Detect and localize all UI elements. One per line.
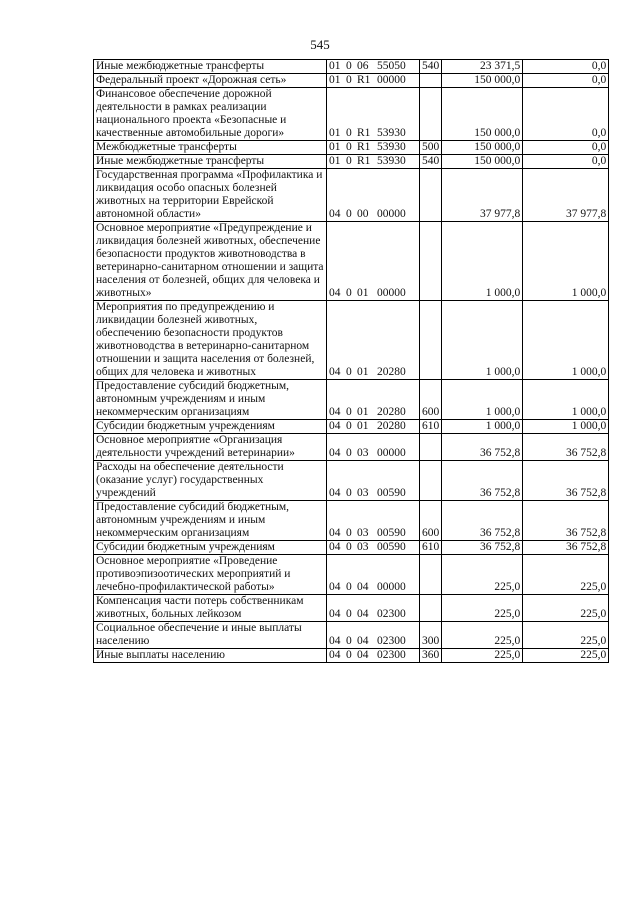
- code-part-c4: 20280: [377, 366, 406, 378]
- amount-year1-cell: 23 371,5: [442, 60, 523, 74]
- amount-year1-cell: 1 000,0: [442, 222, 523, 301]
- expense-name-cell: Федеральный проект «Дорожная сеть»: [94, 74, 327, 88]
- code-part-c4: 00000: [377, 287, 406, 299]
- expense-name-cell: Иные межбюджетные трансферты: [94, 60, 327, 74]
- target-article-code-cell: [327, 541, 420, 555]
- code-part-c2: 0: [346, 208, 352, 220]
- code-part-c3: R1: [357, 74, 371, 86]
- code-part-c4: 00000: [377, 581, 406, 593]
- code-part-c1: 01: [329, 155, 341, 167]
- table-row: [94, 501, 609, 541]
- table-row: [94, 622, 609, 649]
- expense-type-cell: 610: [420, 541, 442, 555]
- expense-type-cell: 540: [420, 60, 442, 74]
- expense-name-cell: Государственная программа «Профилактика и ликвидация особо опасных болезней животных на территории Еврейской автономной области»: [94, 169, 327, 222]
- amount-year2-cell: 1 000,0: [523, 301, 609, 380]
- amount-year2-cell: 0,0: [523, 141, 609, 155]
- table-row: [94, 380, 609, 420]
- code-part-c3: 01: [357, 420, 369, 432]
- target-article-code-cell: [327, 380, 420, 420]
- code-part-c1: 04: [329, 420, 341, 432]
- target-article-code-cell: [327, 141, 420, 155]
- code-part-c2: 0: [346, 608, 352, 620]
- expense-type-cell: 610: [420, 420, 442, 434]
- expense-name-cell: Расходы на обеспечение деятельности (оказание услуг) государственных учреждений: [94, 461, 327, 501]
- table-row: [94, 649, 609, 663]
- amount-year1-cell: 36 752,8: [442, 501, 523, 541]
- table-row: [94, 88, 609, 141]
- expense-type-cell: [420, 74, 442, 88]
- amount-year1-cell: 225,0: [442, 622, 523, 649]
- page-number: 545: [310, 37, 330, 52]
- target-article-code-cell: [327, 420, 420, 434]
- target-article-code-cell: [327, 60, 420, 74]
- code-part-c1: 04: [329, 635, 341, 647]
- expense-name-cell: Мероприятия по предупреждению и ликвидации болезней животных, обеспечению безопасности продуктов животноводства в ветеринарно-санитарном отношении и защита населения от болезней, общих для человека и животных: [94, 301, 327, 380]
- expense-name-cell: Социальное обеспечение и иные выплаты населению: [94, 622, 327, 649]
- code-part-c3: 01: [357, 287, 369, 299]
- amount-year2-cell: 36 752,8: [523, 461, 609, 501]
- code-part-c2: 0: [346, 527, 352, 539]
- table-row: [94, 541, 609, 555]
- code-part-c2: 0: [346, 581, 352, 593]
- expense-type-cell: 500: [420, 141, 442, 155]
- amount-year1-cell: 225,0: [442, 555, 523, 595]
- target-article-code-cell: [327, 88, 420, 141]
- amount-year1-cell: 36 752,8: [442, 434, 523, 461]
- expense-type-cell: [420, 461, 442, 501]
- code-part-c1: 01: [329, 127, 341, 139]
- amount-year1-cell: 1 000,0: [442, 380, 523, 420]
- amount-year2-cell: 0,0: [523, 74, 609, 88]
- code-part-c3: 03: [357, 527, 369, 539]
- expense-type-cell: 600: [420, 501, 442, 541]
- amount-year1-cell: 1 000,0: [442, 301, 523, 380]
- code-part-c2: 0: [346, 447, 352, 459]
- target-article-code-cell: [327, 649, 420, 663]
- code-part-c2: 0: [346, 287, 352, 299]
- expense-name-cell: Основное мероприятие «Проведение противоэпизоотических мероприятий и лечебно-профилактической работы»: [94, 555, 327, 595]
- amount-year1-cell: 150 000,0: [442, 141, 523, 155]
- table-row: [94, 301, 609, 380]
- code-part-c1: 04: [329, 581, 341, 593]
- code-part-c2: 0: [346, 155, 352, 167]
- amount-year1-cell: 150 000,0: [442, 155, 523, 169]
- code-part-c3: 04: [357, 635, 369, 647]
- code-part-c2: 0: [346, 366, 352, 378]
- expense-type-cell: 300: [420, 622, 442, 649]
- amount-year2-cell: 0,0: [523, 88, 609, 141]
- amount-year2-cell: 1 000,0: [523, 380, 609, 420]
- code-part-c3: 03: [357, 541, 369, 553]
- code-part-c1: 04: [329, 487, 341, 499]
- code-part-c1: 04: [329, 608, 341, 620]
- code-part-c2: 0: [346, 635, 352, 647]
- code-part-c2: 0: [346, 127, 352, 139]
- expense-name-cell: Компенсация части потерь собственникам животных, больных лейкозом: [94, 595, 327, 622]
- code-part-c1: 04: [329, 406, 341, 418]
- code-part-c4: 02300: [377, 635, 406, 647]
- code-part-c1: 04: [329, 208, 341, 220]
- code-part-c4: 00000: [377, 447, 406, 459]
- target-article-code-cell: [327, 74, 420, 88]
- table-row: [94, 141, 609, 155]
- code-part-c4: 00590: [377, 527, 406, 539]
- code-part-c4: 02300: [377, 608, 406, 620]
- amount-year2-cell: 36 752,8: [523, 501, 609, 541]
- code-part-c3: R1: [357, 141, 371, 153]
- code-part-c4: 00590: [377, 487, 406, 499]
- table-row: [94, 60, 609, 74]
- code-part-c2: 0: [346, 74, 352, 86]
- expense-name-cell: Иные межбюджетные трансферты: [94, 155, 327, 169]
- code-part-c1: 04: [329, 649, 341, 661]
- code-part-c3: 04: [357, 581, 369, 593]
- target-article-code-cell: [327, 501, 420, 541]
- code-part-c1: 01: [329, 141, 341, 153]
- table-row: [94, 420, 609, 434]
- code-part-c3: 04: [357, 608, 369, 620]
- code-part-c2: 0: [346, 487, 352, 499]
- code-part-c1: 04: [329, 541, 341, 553]
- expense-name-cell: Межбюджетные трансферты: [94, 141, 327, 155]
- expense-name-cell: Субсидии бюджетным учреждениям: [94, 420, 327, 434]
- code-part-c2: 0: [346, 649, 352, 661]
- code-part-c2: 0: [346, 60, 352, 72]
- code-part-c4: 20280: [377, 420, 406, 432]
- code-part-c3: 00: [357, 208, 369, 220]
- expense-type-cell: [420, 88, 442, 141]
- expense-name-cell: Предоставление субсидий бюджетным, автономным учреждениям и иным некоммерческим организациям: [94, 380, 327, 420]
- amount-year1-cell: 150 000,0: [442, 88, 523, 141]
- code-part-c1: 01: [329, 74, 341, 86]
- code-part-c1: 04: [329, 287, 341, 299]
- amount-year2-cell: 0,0: [523, 60, 609, 74]
- table-row: [94, 461, 609, 501]
- code-part-c4: 55050: [377, 60, 406, 72]
- code-part-c4: 02300: [377, 649, 406, 661]
- amount-year1-cell: 37 977,8: [442, 169, 523, 222]
- code-part-c3: 06: [357, 60, 369, 72]
- expense-type-cell: 360: [420, 649, 442, 663]
- amount-year2-cell: 225,0: [523, 622, 609, 649]
- amount-year2-cell: 225,0: [523, 649, 609, 663]
- expense-name-cell: Основное мероприятие «Организация деятельности учреждений ветеринарии»: [94, 434, 327, 461]
- amount-year1-cell: 36 752,8: [442, 461, 523, 501]
- target-article-code-cell: [327, 622, 420, 649]
- target-article-code-cell: [327, 169, 420, 222]
- amount-year2-cell: 36 752,8: [523, 434, 609, 461]
- table-row: [94, 155, 609, 169]
- amount-year2-cell: 0,0: [523, 155, 609, 169]
- code-part-c3: 01: [357, 406, 369, 418]
- code-part-c3: R1: [357, 127, 371, 139]
- expense-type-cell: [420, 595, 442, 622]
- expense-type-cell: [420, 434, 442, 461]
- table-row: [94, 74, 609, 88]
- code-part-c3: 01: [357, 366, 369, 378]
- code-part-c2: 0: [346, 541, 352, 553]
- expense-name-cell: Основное мероприятие «Предупреждение и ликвидация болезней животных, обеспечение безопасности продуктов животноводства в ветеринарно-санитарном отношении и защита населения от болезней, общих для человека и животных»: [94, 222, 327, 301]
- amount-year2-cell: 37 977,8: [523, 169, 609, 222]
- expense-type-cell: [420, 222, 442, 301]
- amount-year2-cell: 1 000,0: [523, 222, 609, 301]
- code-part-c4: 53930: [377, 141, 406, 153]
- amount-year1-cell: 36 752,8: [442, 541, 523, 555]
- table-row: [94, 555, 609, 595]
- code-part-c4: 53930: [377, 127, 406, 139]
- table-row: [94, 434, 609, 461]
- target-article-code-cell: [327, 222, 420, 301]
- code-part-c2: 0: [346, 406, 352, 418]
- code-part-c3: R1: [357, 155, 371, 167]
- table-row: [94, 169, 609, 222]
- code-part-c4: 00000: [377, 74, 406, 86]
- amount-year2-cell: 225,0: [523, 555, 609, 595]
- code-part-c3: 03: [357, 447, 369, 459]
- target-article-code-cell: [327, 461, 420, 501]
- code-part-c4: 00000: [377, 208, 406, 220]
- amount-year1-cell: 1 000,0: [442, 420, 523, 434]
- code-part-c3: 04: [357, 649, 369, 661]
- code-part-c2: 0: [346, 420, 352, 432]
- expense-type-cell: [420, 301, 442, 380]
- code-part-c1: 01: [329, 60, 341, 72]
- target-article-code-cell: [327, 595, 420, 622]
- code-part-c1: 04: [329, 366, 341, 378]
- expense-type-cell: 540: [420, 155, 442, 169]
- code-part-c3: 03: [357, 487, 369, 499]
- code-part-c4: 00590: [377, 541, 406, 553]
- expense-type-cell: 600: [420, 380, 442, 420]
- budget-table-body: [94, 60, 609, 663]
- target-article-code-cell: [327, 555, 420, 595]
- table-row: [94, 595, 609, 622]
- amount-year2-cell: 1 000,0: [523, 420, 609, 434]
- expense-name-cell: Субсидии бюджетным учреждениям: [94, 541, 327, 555]
- code-part-c2: 0: [346, 141, 352, 153]
- amount-year1-cell: 150 000,0: [442, 74, 523, 88]
- table-row: [94, 222, 609, 301]
- amount-year2-cell: 225,0: [523, 595, 609, 622]
- target-article-code-cell: [327, 301, 420, 380]
- code-part-c4: 53930: [377, 155, 406, 167]
- expense-name-cell: Финансовое обеспечение дорожной деятельности в рамках реализации национального проекта «Безопасные и качественные автомобильные дороги»: [94, 88, 327, 141]
- amount-year2-cell: 36 752,8: [523, 541, 609, 555]
- code-part-c1: 04: [329, 447, 341, 459]
- amount-year1-cell: 225,0: [442, 649, 523, 663]
- expense-name-cell: Иные выплаты населению: [94, 649, 327, 663]
- code-part-c1: 04: [329, 527, 341, 539]
- expense-name-cell: Предоставление субсидий бюджетным, автономным учреждениям и иным некоммерческим организациям: [94, 501, 327, 541]
- amount-year1-cell: 225,0: [442, 595, 523, 622]
- expense-type-cell: [420, 555, 442, 595]
- code-part-c4: 20280: [377, 406, 406, 418]
- target-article-code-cell: [327, 155, 420, 169]
- target-article-code-cell: [327, 434, 420, 461]
- budget-table: [93, 59, 609, 663]
- expense-type-cell: [420, 169, 442, 222]
